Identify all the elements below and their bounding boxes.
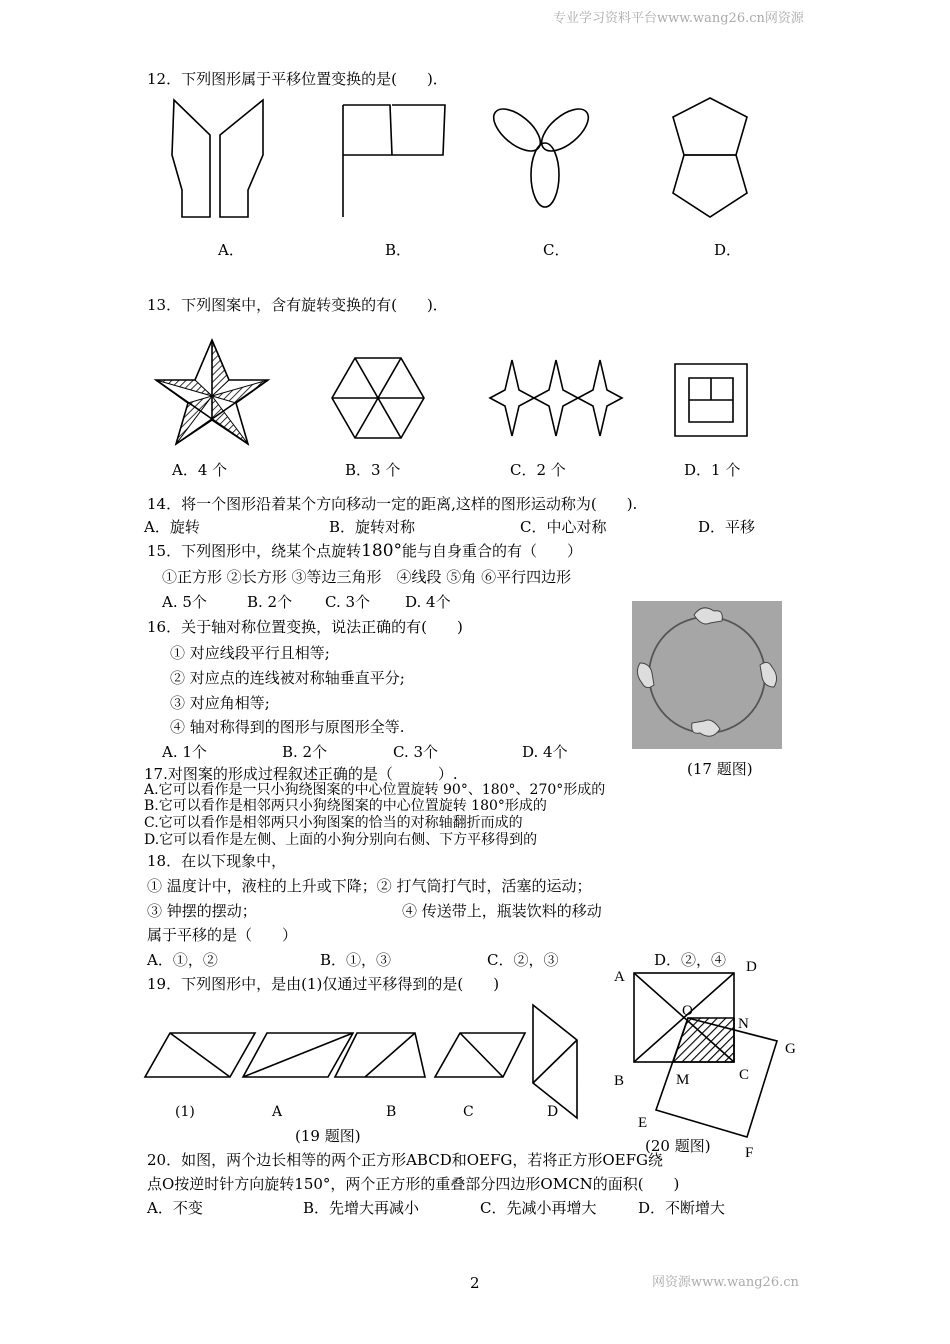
q18-item-3: ③ 钟摆的摆动；	[147, 902, 257, 920]
q16-item-4: ④ 轴对称得到的图形与原图形全等.	[170, 718, 405, 736]
q12-stem: 12．下列图形属于平移位置变换的是( )．	[147, 70, 448, 88]
q17-dog-figure	[632, 601, 782, 749]
q16-opt-a: A. 1个	[162, 743, 207, 761]
q20-opt-b: B．先增大再减小	[303, 1199, 420, 1217]
point-d: D	[746, 959, 757, 975]
header-source: 专业学习资料平台www.wang26.cn网资源	[553, 11, 804, 26]
q16-opt-b: B. 2个	[282, 743, 328, 761]
point-f: F	[745, 1145, 754, 1161]
q16-opt-c: C. 3个	[393, 743, 439, 761]
q15-stem	[147, 542, 582, 560]
q13-opt-a: A．4 个	[172, 461, 228, 479]
q14-opt-b: B．旋转对称	[329, 518, 416, 536]
q14-opt-c: C．中心对称	[520, 518, 607, 536]
q19-figures	[145, 1005, 595, 1125]
point-g: G	[785, 1041, 796, 1057]
q18-item-1: ① 温度计中，液柱的上升或下降；② 打气筒打气时，活塞的运动；	[147, 877, 592, 895]
q18-item-4: ④ 传送带上，瓶装饮料的移动	[402, 902, 602, 920]
q15-opt-b: B. 2个	[247, 593, 293, 611]
point-e: E	[638, 1115, 648, 1131]
q18-opt-c: C．②，③	[487, 951, 559, 969]
q19-stem: 19．下列图形中，是由(1)仅通过平移得到的是( )	[147, 975, 500, 993]
footer-source: 网资源www.wang26.cn	[652, 1275, 799, 1290]
q15-opt-a: A. 5个	[162, 593, 207, 611]
point-c: C	[739, 1067, 750, 1083]
q15-stem-post: 能与自身重合的有（ ）	[402, 542, 583, 560]
q17-opt-b: B.它可以看作是相邻两只小狗绕图案的中心位置旋转 180°形成的	[144, 798, 547, 814]
q19-label-c: C	[463, 1104, 474, 1120]
point-n: N	[738, 1016, 749, 1032]
q15-opt-c: C. 3个	[325, 593, 371, 611]
q14-opt-a: A．旋转	[144, 518, 200, 536]
q20-stem-line2: 点O按逆时针方向旋转150°，两个正方形的重叠部分四边形OMCN的面积( )	[147, 1175, 680, 1193]
q12-opt-a: A．	[218, 241, 244, 259]
q13-opt-c: C．2 个	[510, 461, 566, 479]
q16-item-3: ③ 对应角相等;	[170, 694, 270, 712]
point-a: A	[614, 969, 625, 985]
q14-opt-d: D．平移	[698, 518, 756, 536]
q13-figures	[150, 338, 770, 453]
q19-caption: (19 题图)	[295, 1127, 361, 1145]
q19-label-b: B	[386, 1104, 397, 1120]
q16-item-2: ② 对应点的连线被对称轴垂直平分;	[170, 669, 405, 687]
q19-label-1: (1)	[175, 1104, 195, 1120]
q12-figures	[160, 95, 760, 225]
q18-opt-d: D．②，④	[654, 951, 727, 969]
q18-stem: 18．在以下现象中，	[147, 852, 287, 870]
q20-opt-c: C．先减小再增大	[480, 1199, 597, 1217]
q15-angle: 180°	[361, 541, 403, 561]
q15-items: ①正方形 ②长方形 ③等边三角形 ④线段 ⑤角 ⑥平行四边形	[162, 568, 572, 586]
point-m: M	[676, 1072, 690, 1088]
q17-caption: (17 题图)	[687, 760, 753, 778]
q18-opt-a: A．①，②	[147, 951, 218, 969]
q13-opt-b: B．3 个	[345, 461, 401, 479]
q17-opt-c: C.它可以看作是相邻两只小狗图案的恰当的对称轴翻折而成的	[144, 815, 523, 831]
q19-label-d: D	[547, 1104, 559, 1120]
q20-caption: (20 题图)	[645, 1137, 711, 1155]
q18-opt-b: B．①，③	[320, 951, 392, 969]
q12-opt-c: C．	[543, 241, 570, 259]
q20-stem-line1: 20．如图，两个边长相等的两个正方形ABCD和OEFG，若将正方形OEFG绕	[147, 1151, 664, 1169]
q16-opt-d: D. 4个	[522, 743, 568, 761]
point-o: O	[682, 1003, 693, 1019]
q16-item-1: ① 对应线段平行且相等;	[170, 644, 330, 662]
q17-stem: 17.对图案的形成过程叙述正确的是（ ）.	[144, 765, 458, 783]
page-number: 2	[470, 1274, 480, 1292]
point-b: B	[614, 1073, 625, 1089]
q20-opt-d: D．不断增大	[638, 1199, 726, 1217]
q19-label-a: A	[272, 1104, 283, 1120]
q15-stem-pre: 15．下列图形中，绕某个点旋转	[147, 542, 362, 560]
q15-opt-d: D. 4个	[405, 593, 451, 611]
q20-squares-figure	[610, 955, 810, 1161]
q14-stem: 14．将一个图形沿着某个方向移动一定的距离,这样的图形运动称为( ).	[147, 495, 638, 513]
q16-stem: 16．关于轴对称位置变换，说法正确的有( )	[147, 618, 463, 636]
q12-opt-b: B．	[385, 241, 412, 259]
q13-stem: 13．下列图案中，含有旋转变换的有( )．	[147, 296, 448, 314]
q17-opt-d: D.它可以看作是左侧、上面的小狗分别向右侧、下方平移得到的	[144, 832, 538, 848]
q18-tail: 属于平移的是（ ）	[147, 926, 298, 944]
q13-opt-d: D．1 个	[684, 461, 741, 479]
q20-opt-a: A．不变	[147, 1199, 203, 1217]
q17-opt-a: A.它可以看作是一只小狗绕图案的中心位置旋转 90°、180°、270°形成的	[144, 782, 606, 798]
q12-opt-d: D．	[714, 241, 742, 259]
